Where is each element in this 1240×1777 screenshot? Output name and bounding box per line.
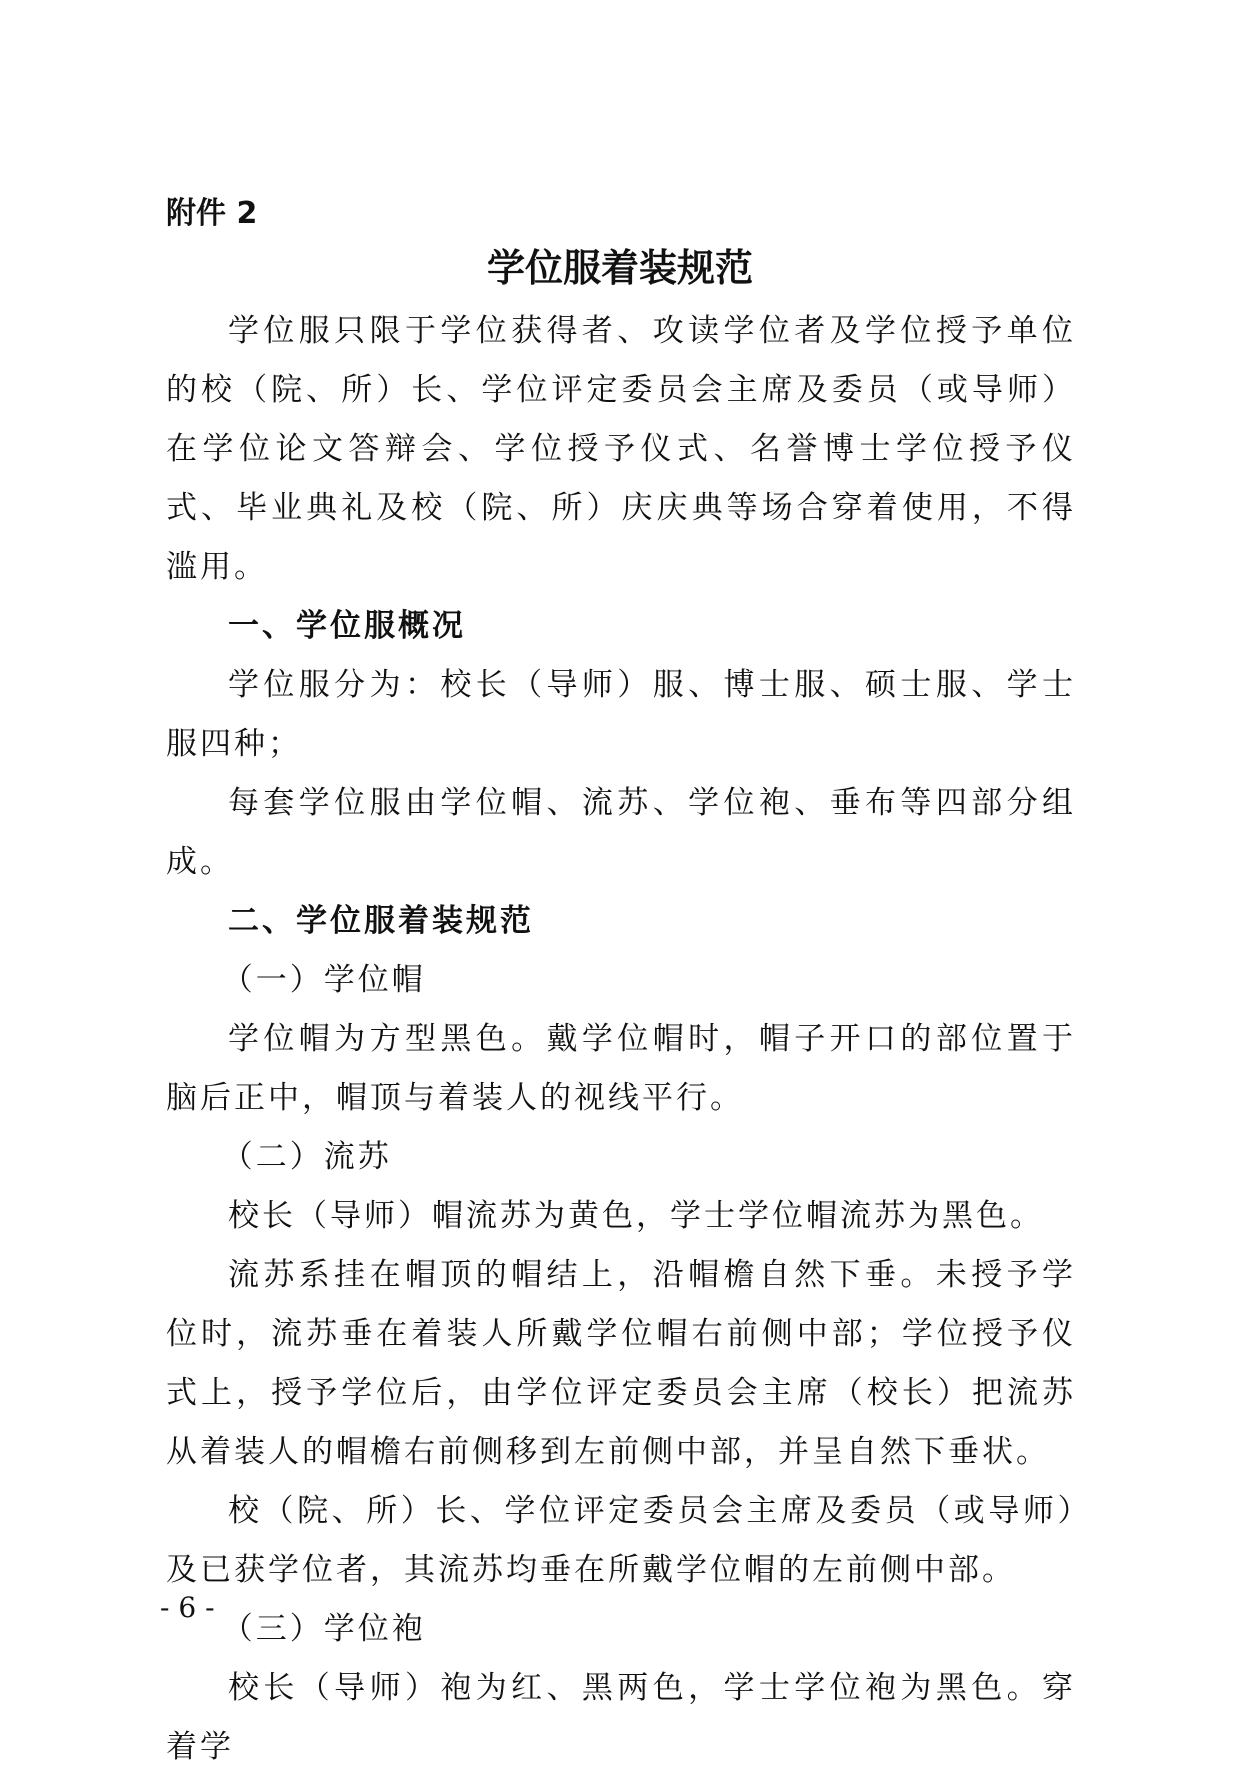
section-heading-overview: 一、学位服概况	[228, 608, 466, 644]
document-title: 学位服着装规范	[486, 246, 753, 290]
subheading-gown: （三）学位袍	[221, 1611, 426, 1647]
subheading-tassel: （二）流苏	[221, 1139, 392, 1175]
page-number: - 6 -	[160, 1591, 215, 1624]
paragraph-gown-parts: 每套学位服由学位帽、流苏、学位袍、垂布等四部分组成。	[166, 785, 1076, 880]
paragraph-tassel-color: 校长（导师）帽流苏为黄色，学士学位帽流苏为黑色。	[228, 1198, 1044, 1234]
section-heading-dress-code: 二、学位服着装规范	[228, 903, 534, 939]
paragraph-gown-types: 学位服分为：校长（导师）服、博士服、硕士服、学士服四种；	[166, 667, 1076, 762]
document-body	[166, 302, 1076, 1777]
subheading-cap: （一）学位帽	[221, 962, 426, 998]
paragraph-cap: 学位帽为方型黑色。戴学位帽时，帽子开口的部位置于脑后正中，帽顶与着装人的视线平行。	[166, 1021, 1076, 1116]
paragraph-tassel-officials: 校（院、所）长、学位评定委员会主席及委员（或导师）及已获学位者，其流苏均垂在所戴学位帽的左前侧中部。	[166, 1493, 1076, 1588]
attachment-label: 附件 2	[166, 196, 258, 231]
paragraph-gown: 校长（导师）袍为红、黑两色，学士学位袍为黑色。穿着学	[166, 1670, 1076, 1765]
paragraph-intro: 学位服只限于学位获得者、攻读学位者及学位授予单位的校（院、所）长、学位评定委员会主席及委员（或导师）在学位论文答辩会、学位授予仪式、名誉博士学位授予仪式、毕业典礼及校（院、所）庆庆典等场合穿着使用，不得滥用。	[166, 313, 1076, 585]
paragraph-tassel-position: 流苏系挂在帽顶的帽结上，沿帽檐自然下垂。未授予学位时，流苏垂在着装人所戴学位帽右前侧中部；学位授予仪式上，授予学位后，由学位评定委员会主席（校长）把流苏从着装人的帽檐右前侧移到左前侧中部，并呈自然下垂状。	[166, 1257, 1076, 1470]
